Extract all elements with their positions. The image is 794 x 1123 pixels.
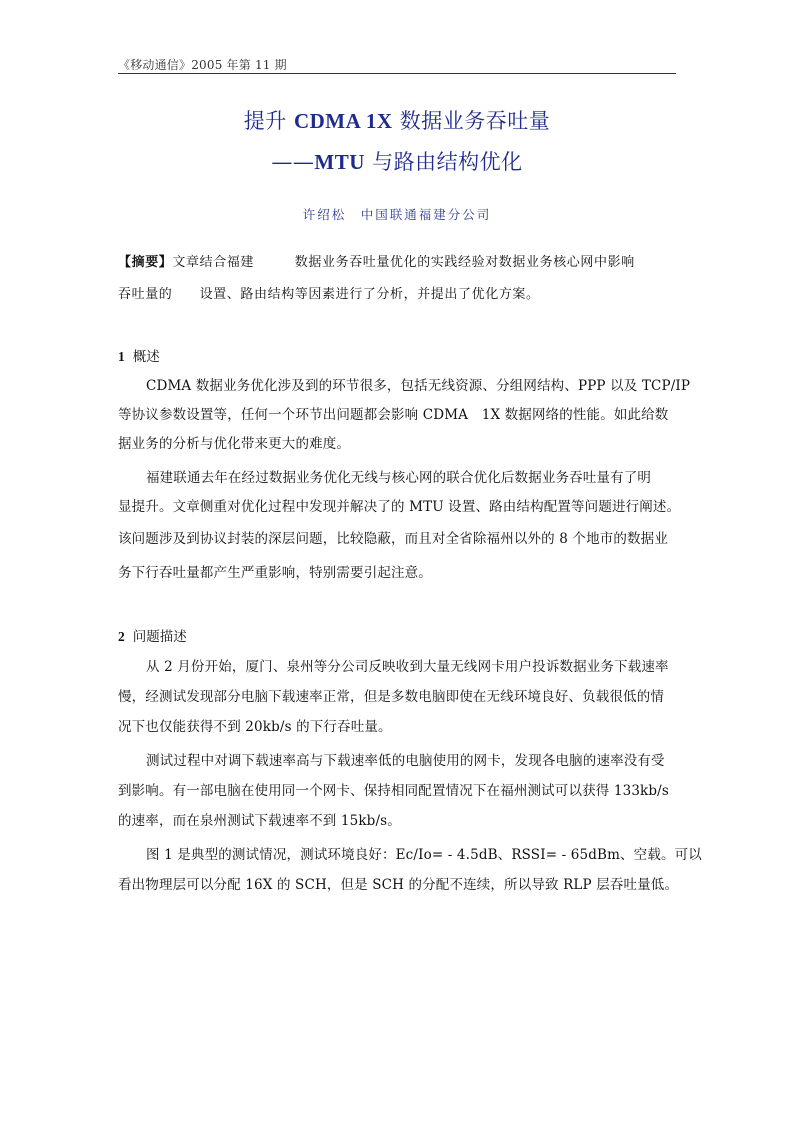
paragraph-line: 图 1 是典型的测试情况，测试环境良好：Ec/Io= - 4.5dB、RSSI= - 65dBm、空载。可以 — [146, 847, 702, 863]
title-line-2 — [0, 146, 794, 176]
title-line-2-bold: MTU — [314, 150, 365, 174]
paragraph-line: 慢，经测试发现部分电脑下载速率正常，但是多数电脑即使在无线环境良好、负载很低的情 — [118, 689, 664, 705]
section-title: 问题描述 — [132, 629, 187, 645]
paragraph-line: 况下也仅能获得不到 20kb/s 的下行吞吐量。 — [118, 719, 392, 735]
title-line-1-prefix: 提升 — [243, 109, 294, 133]
paragraph-line: 测试过程中对调下载速率高与下载速率低的电脑使用的网卡，发现各电脑的速率没有受 — [146, 753, 665, 769]
abstract-line-1 — [118, 251, 678, 270]
running-header: 《移动通信》2005 年第 11 期 — [118, 58, 287, 72]
title-line-2-prefix: —— — [271, 150, 315, 174]
header-rule — [118, 73, 676, 74]
title-line-1-suffix: 数据业务吞吐量 — [392, 109, 551, 133]
paragraph-line: 据业务的分析与优化带来更大的难度。 — [118, 436, 351, 452]
abstract-label: 【摘要】 — [118, 255, 173, 270]
paragraph-line: 务下行吞吐量都产生严重影响，特别需要引起注意。 — [118, 565, 432, 581]
paragraph-line: 看出物理层可以分配 16X 的 SCH，但是 SCH 的分配不连续，所以导致 RLP 层吞吐量低。 — [118, 877, 679, 893]
paragraph-line: 显提升。文章侧重对优化过程中发现并解决了的 MTU 设置、路由结构配置等问题进行阐述。 — [118, 499, 681, 515]
section-heading-2 — [118, 625, 187, 645]
paragraph-line: 等协议参数设置等，任何一个环节出问题都会影响 CDMA 1X 数据网络的性能。如此给数 — [118, 407, 669, 423]
paragraph-line: 该问题涉及到协议封装的深层问题，比较隐蔽，而且对全省除福州以外的 8 个地市的数据业 — [118, 531, 668, 547]
section-heading-1 — [118, 345, 160, 365]
title-line-1-bold: CDMA 1X — [293, 109, 393, 133]
paragraph-line: 从 2 月份开始，厦门、泉州等分公司反映收到大量无线网卡用户投诉数据业务下载速率 — [146, 659, 669, 675]
section-title: 概述 — [132, 349, 160, 365]
abstract-line-2: 吞吐量的 设置、路由结构等因素进行了分析，并提出了优化方案。 — [118, 287, 540, 302]
abstract-text-1: 文章结合福建 数据业务吞吐量优化的实践经验对数据业务核心网中影响 — [172, 255, 635, 270]
title-line-1 — [0, 105, 794, 135]
paragraph-line: 的速率，而在泉州测试下载速率不到 15kb/s。 — [118, 813, 401, 829]
paragraph-line: 到影响。有一部电脑在使用同一个网卡、保持相同配置情况下在福州测试可以获得 133kb/s — [118, 783, 669, 799]
section-number: 1 — [118, 349, 125, 364]
section-number: 2 — [118, 629, 125, 644]
paragraph-line: CDMA 数据业务优化涉及到的环节很多，包括无线资源、分组网结构、PPP 以及 TCP/IP — [146, 378, 691, 394]
authors: 许绍松 中国联通福建分公司 — [302, 207, 492, 222]
title-line-2-suffix: 与路由结构优化 — [364, 150, 523, 174]
paragraph-line: 福建联通去年在经过数据业务优化无线与核心网的联合优化后数据业务吞吐量有了明 — [146, 470, 652, 486]
